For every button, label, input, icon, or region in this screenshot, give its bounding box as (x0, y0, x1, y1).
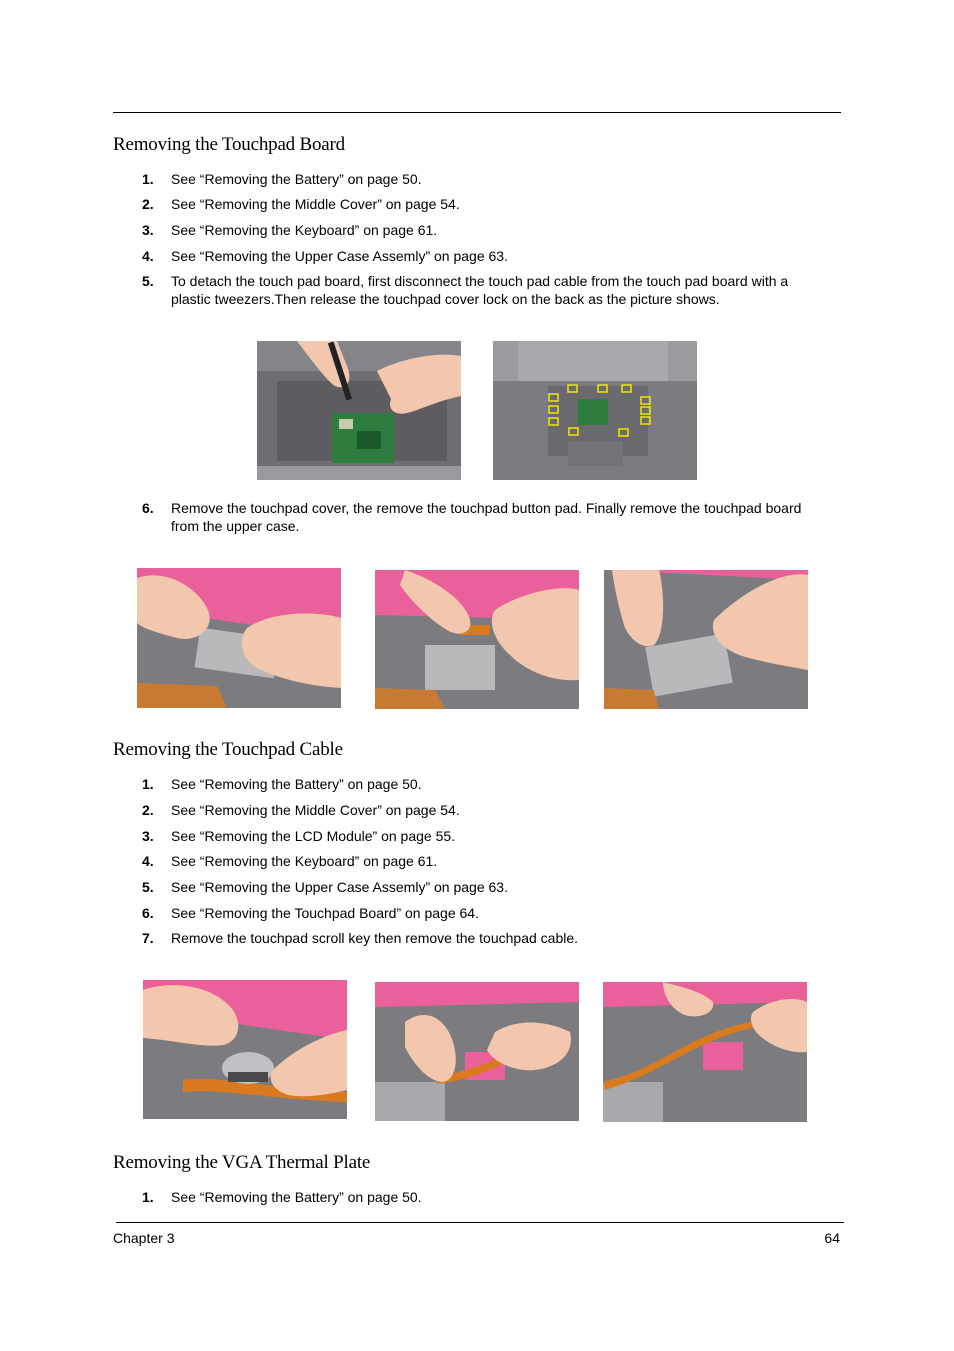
photo-cover-locks (493, 341, 697, 480)
section-title-vga-thermal-plate: Removing the VGA Thermal Plate (113, 1152, 371, 1173)
section-title-touchpad-cable: Removing the Touchpad Cable (113, 739, 343, 760)
photo-remove-cover (137, 568, 341, 708)
step-text: To detach the touch pad board, first disconnect the touch pad cable from the touch pad board with a plastic tweezers.Then release the touchpad cover lock on the back as the picture shows. (171, 273, 789, 307)
section-title-touchpad-board: Removing the Touchpad Board (113, 134, 345, 155)
photo-remove-board (604, 570, 808, 709)
step-text: See “Removing the Keyboard” on page 61. (171, 222, 438, 238)
step-number: 6. (142, 500, 154, 516)
step-number: 2. (142, 802, 154, 818)
step-text: See “Removing the Middle Cover” on page 54. (171, 196, 460, 212)
step-number: 3. (142, 828, 154, 844)
step-text: See “Removing the Upper Case Assemly” on page 63. (171, 248, 508, 264)
step-text: See “Removing the Middle Cover” on page 54. (171, 802, 460, 818)
photo-remove-button-pad (375, 570, 579, 709)
photo-disconnect-cable (257, 341, 461, 480)
footer-chapter: Chapter 3 (113, 1230, 175, 1246)
footer-rule (116, 1222, 844, 1223)
step-text: See “Removing the Keyboard” on page 61. (171, 853, 438, 869)
step-number: 1. (142, 171, 154, 187)
step-number: 1. (142, 1189, 154, 1205)
step-text: See “Removing the Battery” on page 50. (171, 776, 422, 792)
step-number: 7. (142, 930, 154, 946)
photo-release-cable (375, 982, 579, 1121)
step-text: Remove the touchpad cover, the remove the touchpad button pad. Finally remove the touchpad board from the upper case. (171, 500, 802, 534)
photo-pull-cable (603, 982, 807, 1122)
step-number: 5. (142, 273, 154, 289)
step-number: 4. (142, 853, 154, 869)
header-rule (113, 112, 841, 113)
step-number: 6. (142, 905, 154, 921)
step-text: See “Removing the Battery” on page 50. (171, 171, 422, 187)
step-text: See “Removing the Upper Case Assemly” on page 63. (171, 879, 508, 895)
step-text: Remove the touchpad scroll key then remove the touchpad cable. (171, 930, 579, 946)
footer-page-number: 64 (824, 1230, 840, 1246)
step-text: See “Removing the Touchpad Board” on page 64. (171, 905, 479, 921)
photo-remove-scroll-key (143, 980, 347, 1119)
step-number: 2. (142, 196, 154, 212)
step-number: 1. (142, 776, 154, 792)
step-text: See “Removing the Battery” on page 50. (171, 1189, 422, 1205)
step-number: 3. (142, 222, 154, 238)
step-number: 4. (142, 248, 154, 264)
step-text: See “Removing the LCD Module” on page 55. (171, 828, 456, 844)
step-number: 5. (142, 879, 154, 895)
